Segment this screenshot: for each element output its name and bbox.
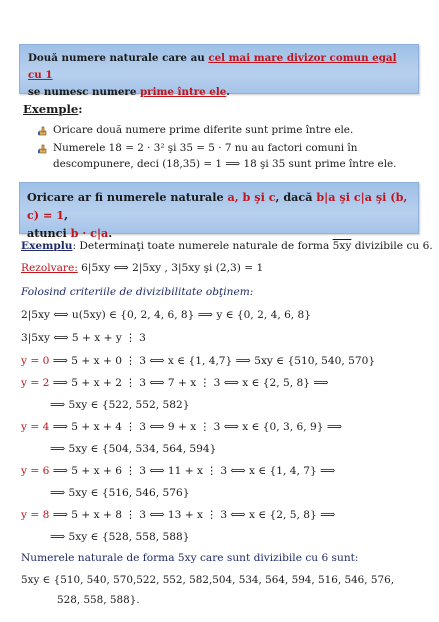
conclusion-set-line2: 528, 558, 588}. bbox=[57, 594, 140, 606]
examples-title: Exemple bbox=[23, 102, 79, 116]
exercise-label: Exemplu bbox=[21, 240, 73, 252]
prop-hypothesis: b|a şi c|a şi (b, c) = 1 bbox=[27, 190, 408, 222]
exercise-text-2: divizibile cu 6. bbox=[351, 240, 433, 252]
conclusion-intro: Numerele naturale de forma 5xy care sunt divizibile cu 6 sunt: bbox=[21, 552, 359, 564]
example-item-2-line1: Numerele 18 = 2 · 3² şi 35 = 5 · 7 nu au factori comuni în bbox=[53, 142, 358, 154]
example-item-1: Oricare două numere prime diferite sunt prime între ele. bbox=[53, 124, 354, 136]
solution-label: Rezolvare: bbox=[21, 262, 78, 274]
example-item-2-line2: descompunere, deci (18,35) = 1 ⟹ 18 şi 35 sunt prime între ele. bbox=[53, 158, 397, 170]
examples-colon: : bbox=[78, 102, 83, 116]
prop-text-2: , dacă bbox=[275, 190, 317, 204]
case-y4-line1: y = 4 ⟹ 5 + x + 4 ⋮ 3 ⟺ 9 + x ⋮ 3 ⟺ x ∈ {0, 3, 6, 9} ⟹ bbox=[21, 421, 343, 433]
def-period: . bbox=[226, 86, 230, 98]
def-coprime-phrase: prime între ele bbox=[139, 86, 227, 98]
exercise-form: 5xy bbox=[332, 240, 352, 252]
property-box bbox=[19, 182, 419, 240]
case-y8-line2: ⟹ 5xy ∈ {528, 558, 588} bbox=[50, 531, 190, 543]
case-y0: y = 0 ⟹ 5 + x + 0 ⋮ 3 ⟺ x ∈ {1, 4,7} ⟹ 5xy ∈ {510, 540, 570} bbox=[21, 355, 376, 367]
prop-period: . bbox=[108, 226, 113, 240]
exercise-text: : Determinaţi toate numerele naturale de forma bbox=[72, 240, 333, 252]
pointing-hand-bullet-icon bbox=[38, 144, 48, 154]
case-y2-line2: ⟹ 5xy ∈ {522, 552, 582} bbox=[50, 399, 190, 411]
prop-then: atunci bbox=[27, 226, 71, 240]
prop-conclusion: b · c|a bbox=[70, 226, 109, 240]
prop-text: Oricare ar fi numerele naturale bbox=[27, 190, 228, 204]
prop-variables: a, b şi c bbox=[227, 190, 276, 204]
examples-heading bbox=[23, 102, 83, 116]
step-divisible-3: 3|5xy ⟺ 5 + x + y ⋮ 3 bbox=[21, 332, 146, 344]
def-text: Două numere naturale care au bbox=[28, 52, 209, 64]
case-y6-line2: ⟹ 5xy ∈ {516, 546, 576} bbox=[50, 487, 190, 499]
case-y8-line1: y = 8 ⟹ 5 + x + 8 ⋮ 3 ⟺ 13 + x ⋮ 3 ⟺ x ∈ {2, 5, 8} ⟹ bbox=[21, 509, 336, 521]
def-gcd-phrase: cel mai mare divizor comun egal cu 1 bbox=[28, 52, 397, 81]
case-y6-line1: y = 6 ⟹ 5 + x + 6 ⋮ 3 ⟺ 11 + x ⋮ 3 ⟺ x ∈ {1, 4, 7} ⟹ bbox=[21, 465, 336, 477]
solution-text: 6|5xy ⟺ 2|5xy , 3|5xy şi (2,3) = 1 bbox=[81, 262, 264, 274]
definition-box bbox=[19, 44, 419, 98]
conclusion-set-line1: 5xy ∈ {510, 540, 570,522, 552, 582,504, 534, 564, 594, 516, 546, 576, bbox=[21, 574, 395, 586]
case-y4-line2: ⟹ 5xy ∈ {504, 534, 564, 594} bbox=[50, 443, 217, 455]
step-divisible-2: 2|5xy ⟺ u(5xy) ∈ {0, 2, 4, 6, 8} ⟹ y ∈ {0, 2, 4, 6, 8} bbox=[21, 309, 312, 321]
criteria-note: Folosind criteriile de divizibilitate obţinem: bbox=[21, 286, 254, 298]
def-text-2: se numesc numere bbox=[28, 86, 140, 98]
prop-comma: , bbox=[64, 208, 68, 222]
case-y2-line1: y = 2 ⟹ 5 + x + 2 ⋮ 3 ⟺ 7 + x ⋮ 3 ⟺ x ∈ {2, 5, 8} ⟹ bbox=[21, 377, 329, 389]
case-label: y = 0 bbox=[21, 355, 50, 367]
case-label: y = 8 bbox=[21, 509, 50, 521]
case-label: y = 2 bbox=[21, 377, 50, 389]
case-label: y = 4 bbox=[21, 421, 50, 433]
solution-line bbox=[21, 262, 263, 274]
case-label: y = 6 bbox=[21, 465, 50, 477]
pointing-hand-bullet-icon bbox=[38, 126, 48, 136]
exercise-statement bbox=[21, 240, 433, 252]
